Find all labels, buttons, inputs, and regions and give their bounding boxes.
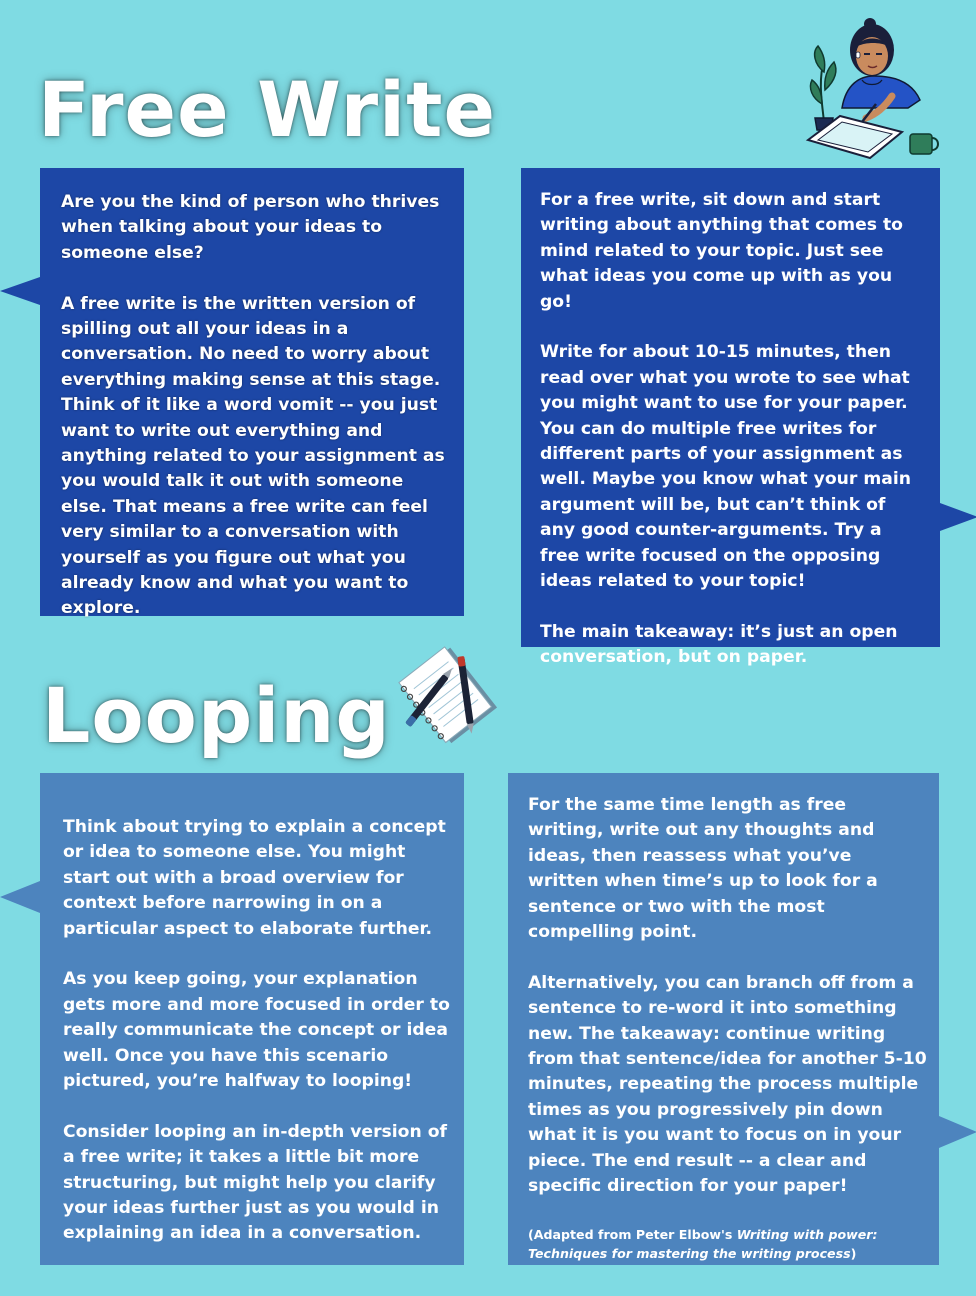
free-write-takeaway: The main takeaway: it’s just an open conversation, but on paper. bbox=[540, 621, 898, 668]
speech-tail-left bbox=[0, 277, 40, 305]
free-write-how-to: For a free write, sit down and start writing about anything that comes to mind related to your topic. Just see what ideas you come up with as you go! bbox=[540, 190, 903, 312]
citation-prefix: (Adapted from Peter Elbow's bbox=[528, 1226, 737, 1242]
looping-how-to: For the same time length as free writing, write out any thoughts and ideas, then reassess what you’ve written when time’s up to look for a sentence or two with the most compelling point. bbox=[528, 795, 878, 943]
looping-scenario: Think about trying to explain a concept or idea to someone else. You might start out with a broad overview for context before narrowing in on a particular aspect to elaborate further. bbox=[63, 817, 446, 939]
source-citation bbox=[528, 1225, 927, 1263]
looping-instructions-box bbox=[508, 773, 939, 1265]
free-write-definition: A free write is the written version of spilling out all your ideas in a conversation. No need to worry about everything making sense at this stage. Think of it like a word vomit -- you just want to write out everything and anything related to your assignment as you would talk it out with someone else. That means a free write can feel very similar to a conversation with yourself as you figure out what you already know and what you want to explore. bbox=[61, 293, 445, 619]
looping-alternative: Alternatively, you can branch off from a sentence to re-word it into something new. The takeaway: continue writing from that sentence/idea for another 5-10 minutes, repeating the process multiple times as you progressively pin down what it is you want to focus on in your piece. The end result -- a clear and specific direction for your paper! bbox=[528, 972, 927, 1197]
looping-focus: As you keep going, your explanation gets more and more focused in order to really communicate the concept or idea well. Once you have this scenario pictured, you’re halfway to looping! bbox=[63, 969, 450, 1092]
person-writing-illustration bbox=[800, 12, 950, 160]
free-write-instructions-box bbox=[521, 168, 940, 668]
looping-title: Looping bbox=[42, 671, 391, 760]
citation-book-title: Writing with power: Techniques for mastering the writing process bbox=[528, 1226, 878, 1261]
speech-tail-right bbox=[940, 503, 976, 531]
free-write-timing: Write for about 10-15 minutes, then read over what you wrote to see what you might want to use for your paper. You can do multiple free writes for different parts of your assignment as well. Maybe you know what your main argument will be, but can’t think of any good counter-arguments. Try a free write focused on the opposing ideas related to your topic! bbox=[540, 342, 911, 592]
speech-tail-left bbox=[0, 881, 40, 913]
citation-suffix: ) bbox=[850, 1245, 857, 1261]
looping-definition: Consider looping an in-depth version of a free write; it takes a little bit more structuring, but might help you clarify your ideas further just as you would in explaining an idea in a conversation. bbox=[63, 1121, 447, 1244]
free-write-title: Free Write bbox=[38, 65, 496, 154]
speech-tail-right bbox=[939, 1116, 976, 1148]
free-write-intro-box bbox=[40, 168, 464, 619]
looping-intro-box bbox=[40, 773, 464, 1265]
free-write-intro-question: Are you the kind of person who thrives when talking about your ideas to someone else? bbox=[61, 192, 440, 263]
notebook-pens-icon bbox=[388, 640, 508, 752]
